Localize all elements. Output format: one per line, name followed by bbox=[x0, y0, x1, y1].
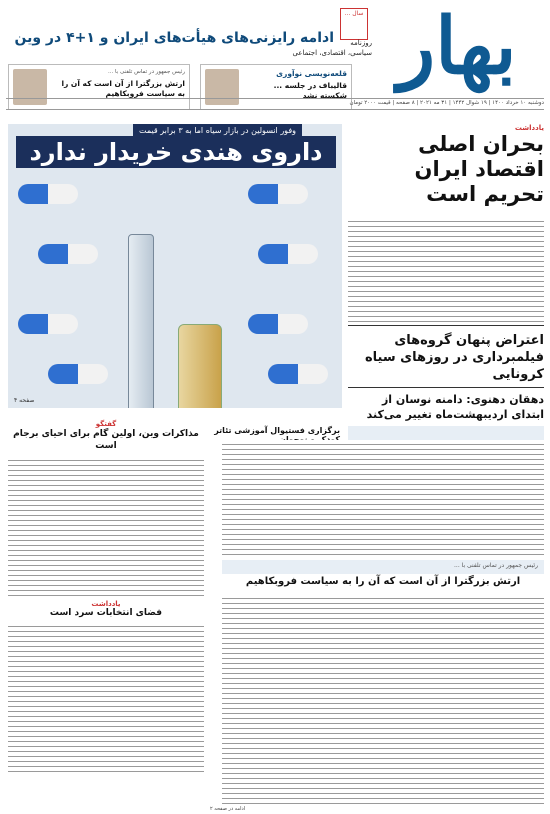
masthead bbox=[0, 0, 550, 112]
feature-block[interactable] bbox=[8, 124, 342, 408]
capsule-icon bbox=[248, 314, 308, 334]
teaser-right-text: قالیباف در جلسه ... شکسته نشد bbox=[273, 81, 347, 100]
bottom-headline[interactable]: ارتش بزرگترا از آن است که آن را به سیاست فروبکاهیم bbox=[245, 576, 521, 587]
medicine-illustration bbox=[18, 174, 328, 394]
center-column bbox=[8, 420, 204, 772]
lead-body-text bbox=[348, 217, 544, 325]
center-sub-headline[interactable]: فضای انتخابات سرد است bbox=[49, 608, 163, 618]
capsule-icon bbox=[18, 184, 78, 204]
teaser-right-title: قلعه‌نویسی نوآوری bbox=[276, 69, 347, 78]
center-sub-body-text bbox=[8, 622, 204, 772]
capsule-icon bbox=[248, 184, 308, 204]
lead-headline[interactable]: بحران اصلی اقتصاد ایران تحریم است bbox=[414, 132, 544, 206]
right-stories bbox=[348, 325, 544, 422]
story-headline-1[interactable]: اعتراض پنهان گروه‌های فیلمبرداری در روزهای سیاه کرونایی bbox=[365, 333, 544, 382]
capsule-icon bbox=[258, 244, 318, 264]
vial-icon bbox=[178, 324, 222, 408]
capsule-icon bbox=[18, 314, 78, 334]
teaser-left-text: ارتش بزرگترا از آن است که آن را به سیاست فروبکاهیم bbox=[61, 79, 185, 98]
story-headline-3[interactable]: برگزاری فستیوال آموزشی تئاتر bbox=[214, 426, 340, 435]
capsule-icon bbox=[268, 364, 328, 384]
lead-column bbox=[348, 124, 544, 325]
capsule-icon bbox=[38, 244, 98, 264]
syringe-icon bbox=[128, 234, 154, 408]
bottom-signoff[interactable]: ادامه در صفحه ۲ bbox=[210, 806, 246, 812]
bottom-body-text bbox=[222, 594, 544, 804]
divider bbox=[348, 325, 544, 326]
feature-kicker: وفور انسولین در بازار سیاه اما به ۳ برابر قیمت bbox=[133, 124, 302, 137]
feature-headline: داروی هندی خریدار ندارد bbox=[16, 136, 336, 168]
issue-badge: سال ... bbox=[340, 8, 368, 40]
story-3-header-bg bbox=[348, 426, 544, 440]
dateline: دوشنبه ۱۰ خرداد ۱۴۰۰ | ۱۹ شوال ۱۴۴۲ | ۳۱ مه ۲۰۲۱ | ۸ صفحه | قیمت ۲۰۰۰ تومان bbox=[6, 98, 544, 110]
newspaper-logo: بهار bbox=[397, 1, 517, 92]
center-kicker: گفتگو bbox=[95, 420, 117, 428]
center-headline[interactable]: مذاکرات وین، اولین گام برای احیای برجام است bbox=[13, 429, 199, 451]
subtitle-line-1: روزنامه bbox=[350, 39, 372, 47]
subtitle-line-2: سیاسی، اقتصادی، اجتماعی bbox=[292, 49, 372, 57]
top-headline[interactable]: ادامه رایزنی‌های هیأت‌های ایران و ۱+۴ در وین bbox=[14, 30, 334, 46]
center-body-text bbox=[8, 456, 204, 596]
story-headline-2[interactable]: دهقان دهنوی: دامنه نوسان از ابتدای اردیبهشت‌ماه تغییر می‌کند bbox=[366, 393, 544, 421]
story-3-body-text bbox=[222, 440, 544, 555]
teaser-left-kicker: رئیس جمهور در تماس تلفنی با ... bbox=[108, 69, 185, 75]
feature-page-ref[interactable]: صفحه ۴ bbox=[14, 397, 35, 404]
bottom-kicker: رئیس جمهور در تماس تلفنی با ... bbox=[454, 562, 538, 569]
capsule-icon bbox=[48, 364, 108, 384]
center-sub-kicker: یادداشت bbox=[91, 600, 121, 608]
divider bbox=[348, 387, 544, 388]
lead-kicker: یادداشت bbox=[514, 124, 544, 132]
